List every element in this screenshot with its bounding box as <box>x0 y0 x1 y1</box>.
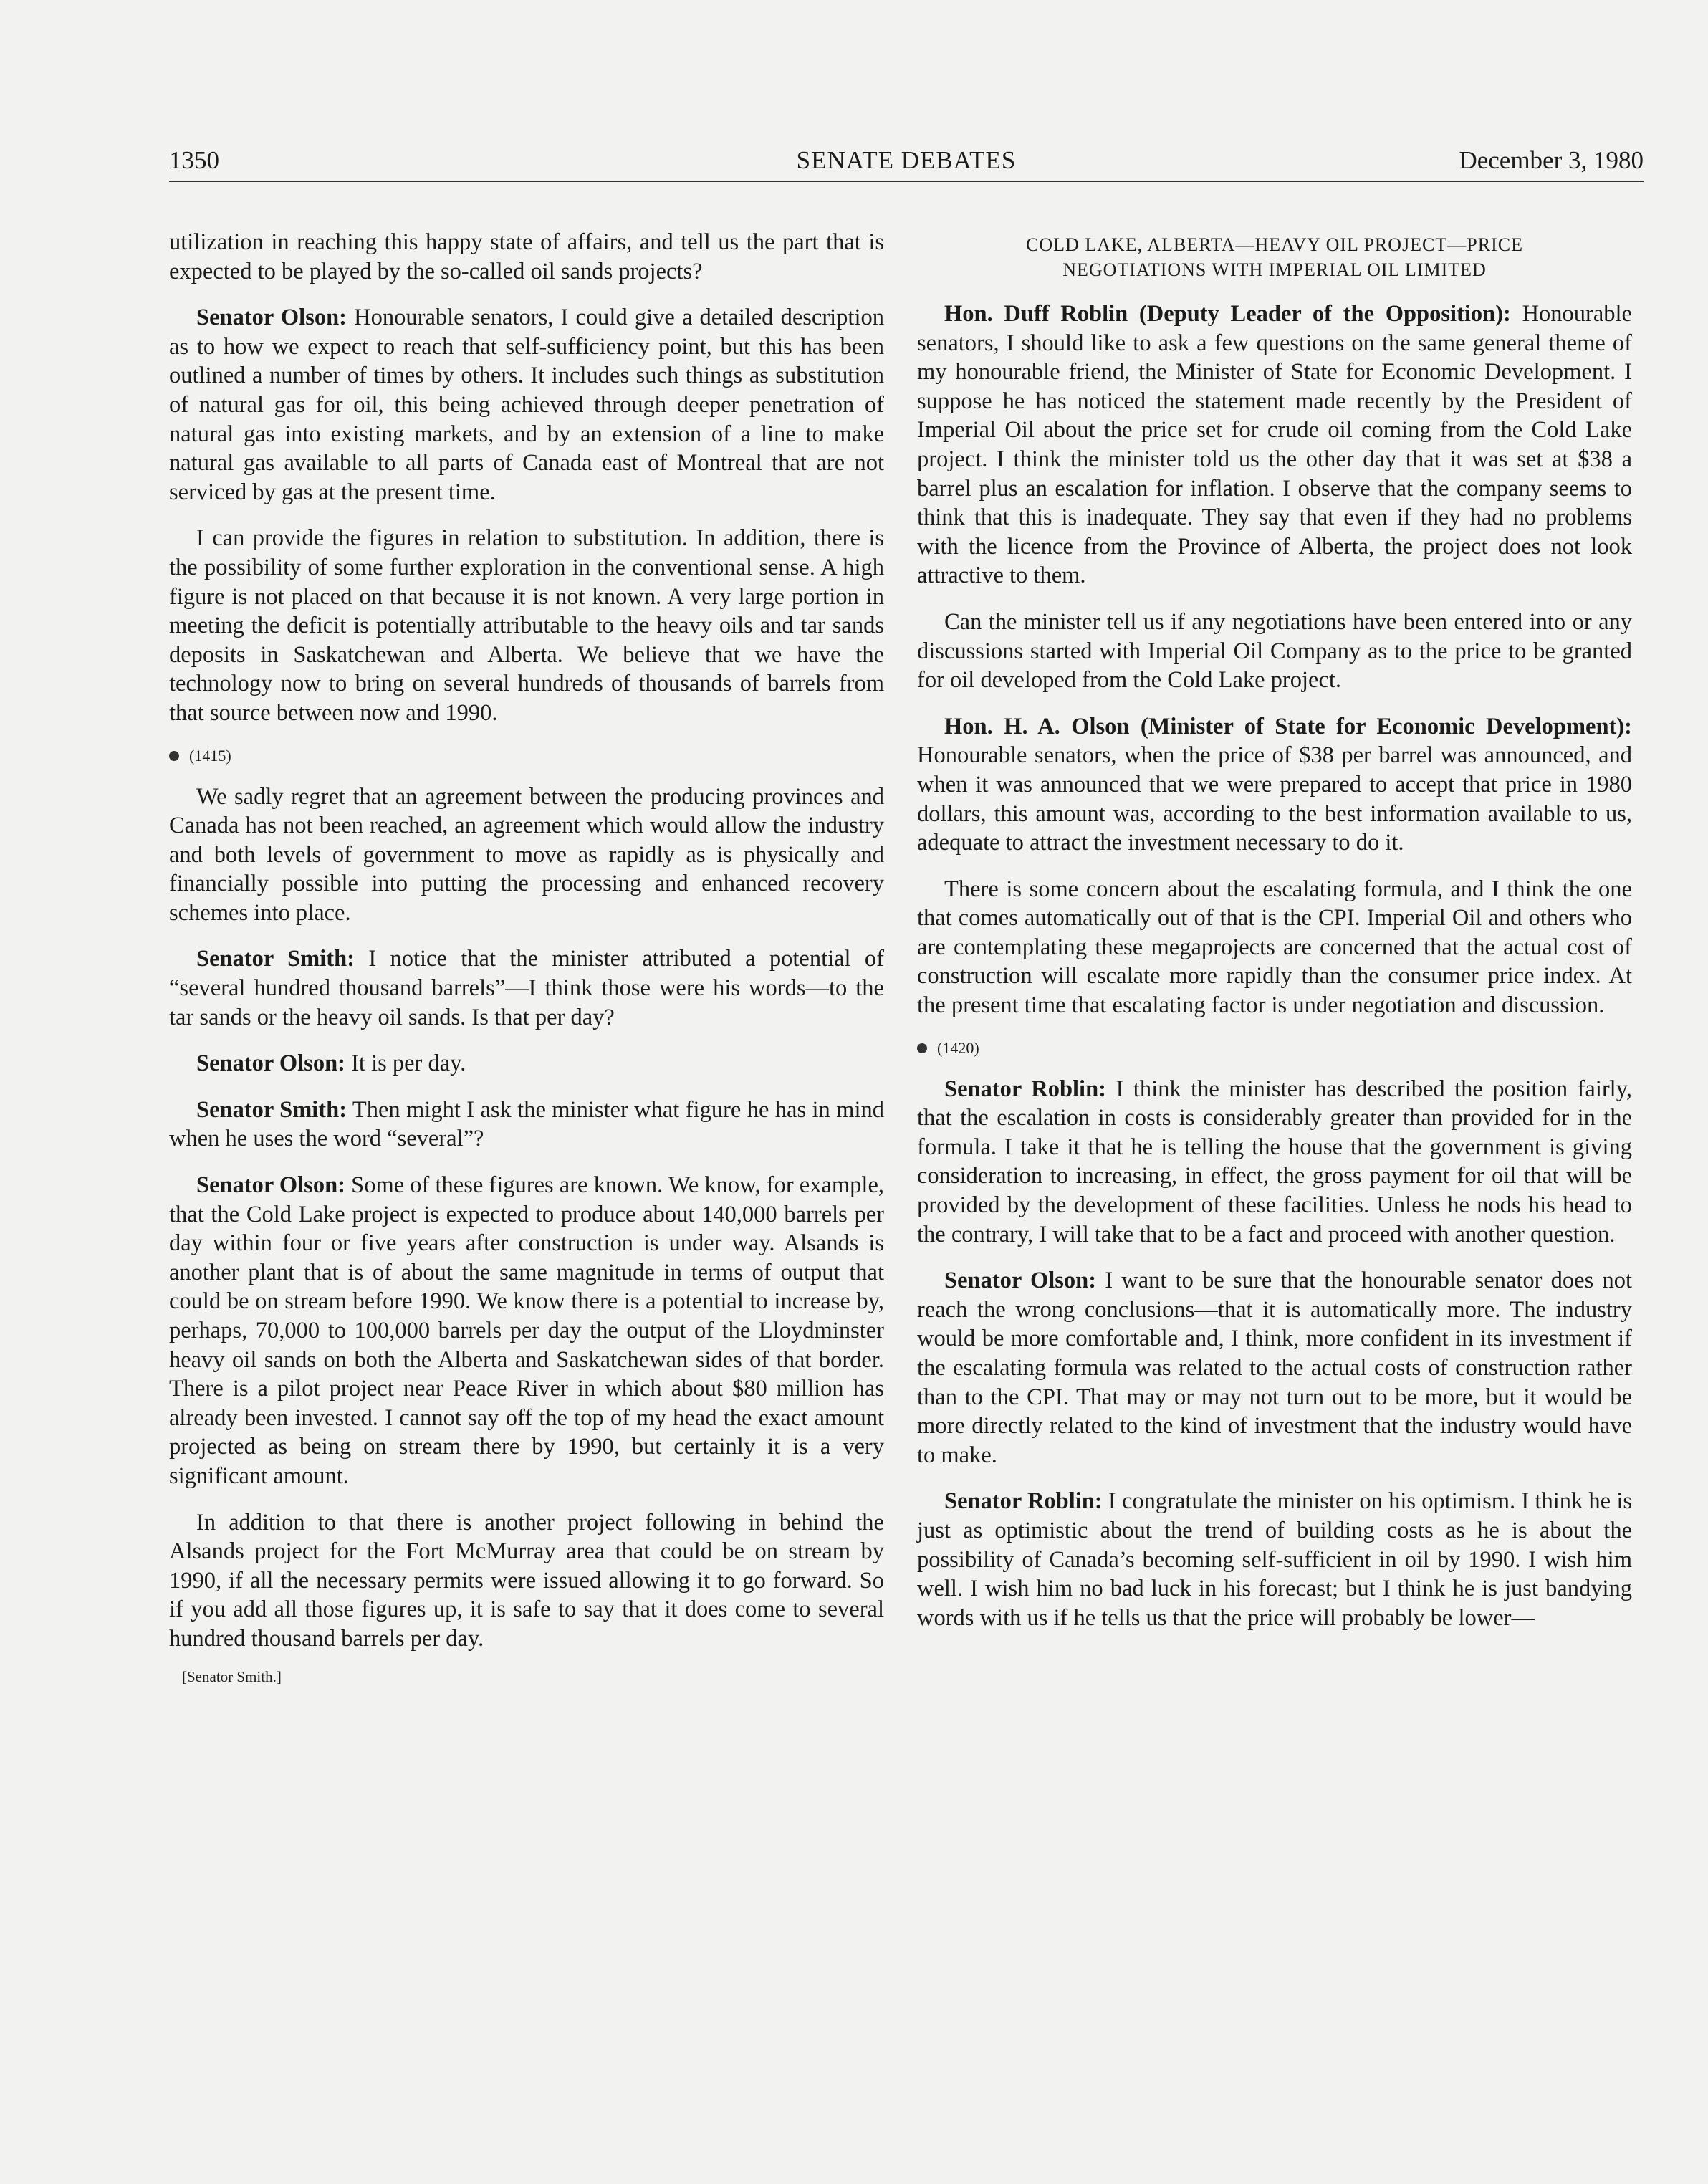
bullet-icon <box>169 751 179 761</box>
paragraph <box>917 300 1632 590</box>
speech-text: I congratulate the minister on his optimism. I think he is just as optimistic about the trend of building costs as he is about the possibility of Canada’s becoming self-sufficient in oil by 1990. I wish him well. I wish him no bad luck in his forecast; but I think he is just bandying words with us if he tells us that the price will probably be lower— <box>917 1488 1632 1631</box>
paragraph: In addition to that there is another project following in behind the Alsands project for the Fort McMurray area that could be on stream by 1990, if all the necessary permits were issued allowing it to go forward. So if you add all those figures up, it is safe to say that it does come to several hundred thousand barrels per day. <box>169 1509 884 1652</box>
paragraph <box>169 944 884 1032</box>
heading-line: NEGOTIATIONS WITH IMPERIAL OIL LIMITED <box>1062 259 1487 280</box>
page-header <box>169 146 1644 182</box>
speech-text: It is per day. <box>345 1050 466 1077</box>
speaker-name: Senator Olson: <box>196 305 347 331</box>
header-date: December 3, 1980 <box>1459 146 1644 174</box>
left-column <box>169 228 884 1687</box>
page-number: 1350 <box>169 146 219 174</box>
speaker-name: Senator Smith: <box>196 946 355 972</box>
speech-text: Then might I ask the minister what figure he has in mind when he uses the word “several”? <box>169 1096 884 1152</box>
paragraph <box>917 1075 1632 1250</box>
paragraph <box>917 1266 1632 1470</box>
speech-text: Honourable senators, when the price of $38 per barrel was announced, and when it was announced that we were prepared to accept that price in 1980 dollars, this amount was, according to the best information available to us, adequate to attract the investment necessary to do it. <box>917 742 1632 856</box>
speaker-name: Senator Roblin: <box>944 1488 1103 1515</box>
time-marker <box>169 745 884 767</box>
speaker-name: Senator Olson: <box>196 1172 345 1199</box>
paragraph <box>917 712 1632 858</box>
paragraph: Can the minister tell us if any negotiations have been entered into or any discussions started with Imperial Oil Company as to the price to be granted for oil developed from the Cold Lake project. <box>917 608 1632 694</box>
paragraph <box>169 1171 884 1491</box>
speaker-name: Senator Roblin: <box>944 1076 1106 1102</box>
speaker-name: Hon. Duff Roblin (Deputy Leader of the Opposition): <box>944 301 1511 327</box>
speaker-name: Hon. H. A. Olson (Minister of State for Economic Development): <box>944 713 1632 739</box>
time-stamp: (1420) <box>937 1038 979 1057</box>
paragraph <box>169 1096 884 1154</box>
paragraph <box>169 1049 884 1078</box>
section-heading <box>917 232 1632 282</box>
paragraph: I can provide the figures in relation to substitution. In addition, there is the possibility of some further exploration in the conventional sense. A high figure is not placed on that because it is not known. A very large portion in meeting the deficit is potentially attributable to the heavy oils and tar sands deposits in Saskatchewan and Alberta. We believe that we have the technology now to bring on several hundreds of thousands of barrels from that source between now and 1990. <box>169 525 884 726</box>
speaker-name: Senator Smith: <box>196 1096 347 1123</box>
footnote: [Senator Smith.] <box>182 1667 282 1685</box>
paragraph: There is some concern about the escalating formula, and I think the one that comes automatically out of that is the CPI. Imperial Oil and others who are contemplating these megaprojects are concerned that the actual cost of construction will escalate more rapidly than the consumer price index. At the present time that escalating factor is under negotiation and discussion. <box>917 876 1632 1019</box>
paragraph <box>917 1487 1632 1632</box>
speaker-name: Senator Olson: <box>944 1268 1097 1294</box>
speech-text: I want to be sure that the honourable senator does not reach the wrong conclusions—that it is automatically more. The industry would be more comfortable and, I think, more confident in its investment if the escalating formula was related to the actual costs of construction rather than to the CPI. That may or may not turn out to be more, but it would be more directly related to the kind of investment that the industry would have to make. <box>917 1268 1632 1468</box>
header-rule <box>169 181 1644 182</box>
right-column <box>917 228 1632 1649</box>
heading-line: COLD LAKE, ALBERTA—HEAVY OIL PROJECT—PRICE <box>1026 234 1523 255</box>
time-stamp: (1415) <box>189 746 231 765</box>
paragraph <box>169 303 884 507</box>
speech-text: Honourable senators, I could give a detailed description as to how we expect to reach that self-sufficiency point, but this has been outlined a number of times by others. It includes such things as substitution of natural gas for oil, this being achieved through deeper penetration of natural gas into existing markets, and by an extension of a line to make natural gas available to all parts of Canada east of Montreal that are not serviced by gas at the present time. <box>169 305 884 505</box>
speech-text: Honourable senators, I should like to ask a few questions on the same general theme of my honourable friend, the Minister of State for Economic Development. I suppose he has noticed the statement made recently by the President of Imperial Oil about the price set for crude oil coming from the Cold Lake project. I think the minister told us the other day that it was set at $38 a barrel plus an escalation for inflation. I observe that the company seems to think that this is inadequate. They say that even if they had no problems with the licence from the Province of Alberta, the project does not look attractive to them. <box>917 301 1632 589</box>
speech-text: Some of these figures are known. We know, for example, that the Cold Lake project is expected to produce about 140,000 barrels per day within four or five years after construction is under way. Alsands is another plant that is of about the same magnitude in terms of output that could be on stream before 1990. We know there is a potential to increase by, perhaps, 70,000 to 100,000 barrels per day the output of the Lloydminster heavy oil sands on both the Alberta and Saskatchewan sides of that border. There is a pilot project near Peace River in which about $80 million has already been invested. I cannot say off the top of my head the exact amount projected as being on stream there by 1990, but certainly it is a very significant amount. <box>169 1172 884 1489</box>
paragraph: We sadly regret that an agreement between the producing provinces and Canada has not been reached, an agreement which would allow the industry and both levels of government to move as rapidly as is physically and financially possible into putting the processing and enhanced recovery schemes into place. <box>169 783 884 926</box>
speech-text: I notice that the minister attributed a potential of “several hundred thousand barrels”—I think those were his words—to the tar sands or the heavy oil sands. Is that per day? <box>169 946 884 1030</box>
paragraph: utilization in reaching this happy state of affairs, and tell us the part that is expected to be played by the so-called oil sands projects? <box>169 229 884 284</box>
speaker-name: Senator Olson: <box>196 1050 345 1077</box>
bullet-icon <box>917 1043 927 1053</box>
time-marker <box>917 1038 1632 1059</box>
speech-text: I think the minister has described the position fairly, that the escalation in costs is considerably greater than provided for in the formula. I take it that he is telling the house that the government is giving consideration to increasing, in effect, the gross payment for oil that will be provided by the development of these facilities. Unless he nods his head to the contrary, I will take that to be a fact and proceed with another question. <box>917 1076 1632 1247</box>
publication-title: SENATE DEBATES <box>796 146 1017 174</box>
